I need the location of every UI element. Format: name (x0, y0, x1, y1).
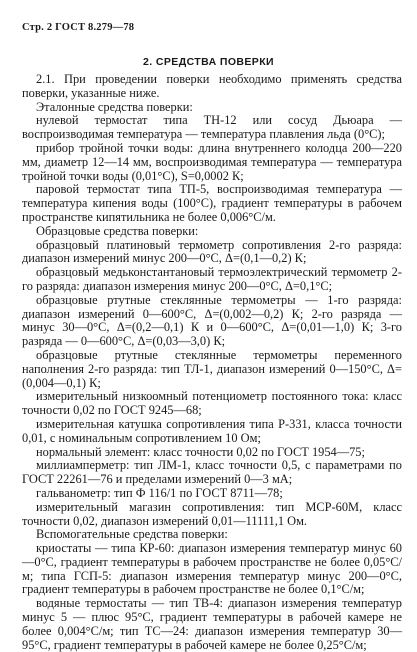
paragraph: нормальный элемент: класс точности 0,02 по ГОСТ 1954—75; (36, 444, 365, 459)
paragraph: образцовые ртутные стеклянные термометры переменного наполнения 2-го разряда: тип ТЛ-1, диапазон измерений 0—150°С, Δ=(0,004—0,1) К; (22, 347, 402, 390)
paragraph: Вспомогательные средства поверки: (36, 527, 228, 542)
paragraph: водяные термостаты — тип ТВ-4: диапазон измерения температур минус 5 — плюс 95°С, градиент температуры в рабочей камере не более 0,004°С/м; тип ТС—24: диапазон измерения температур 30—95°С, градиент температуры в рабочей камере не более 0,25°С/м; (22, 596, 402, 652)
paragraph: образцовый платиновый термометр сопротивления 2-го разряда: диапазон измерений минус 200—0°С, Δ=(0,1—0,2) К; (22, 237, 402, 266)
paragraph: образцовый медьконстантановый термоэлектрический термометр 2-го разряда: диапазон измерения минус 200—0°С, Δ=0,1°С; (22, 265, 402, 293)
paragraph: паровой термостат типа ТП-5, воспроизводимая температура — температура кипения воды (100°С), градиент температуры в рабочем пространстве кипятильника не более 0,006°С/м. (22, 182, 402, 224)
paragraph: прибор тройной точки воды: длина внутреннего колодца 200—220 мм, диаметр 12—14 мм, воспроизводимая температура — температура тройной точки воды (0,01°С), S=0,0002 К; (22, 140, 402, 183)
paragraph: Образцовые средства поверки: (36, 223, 199, 238)
paragraph: измерительный магазин сопротивления: тип МСР-60М, класс точности 0,02, диапазон измерений 0,01—11111,1 Ом. (22, 499, 402, 528)
paragraph: Эталонные средства поверки: (36, 99, 193, 114)
section-title: 2. СРЕДСТВА ПОВЕРКИ (143, 56, 274, 68)
paragraph: миллиамперметр: тип ЛМ-1, класс точности 0,5, с параметрами по ГОСТ 22261—76 и пределами измерений 0—3 мА; (22, 458, 402, 487)
paragraph: нулевой термостат типа ТН-12 или сосуд Дьюара — воспроизводимая температура — температура плавления льда (0°С); (22, 113, 402, 142)
document-body (22, 73, 402, 652)
paragraph: криостаты — типа КР-60: диапазон измерения температур минус 60—0°С, градиент температуры в рабочем пространстве не более 0,05°С/м; типа ГСП-5: диапазон измерения температур минус 200—0°С, градиент температуры в рабочем пространстве не более 0,1°С/м; (22, 541, 402, 597)
paragraph: измерительная катушка сопротивления типа Р-331, класса точности 0,01, с номинальным сопротивлением 10 Ом; (22, 416, 402, 445)
paragraph: гальванометр: тип Ф 116/1 по ГОСТ 8711—78; (36, 485, 283, 500)
paragraph: 2.1. При проведении поверки необходимо применять средства поверки, указанные ниже. (22, 72, 402, 100)
paragraph: измерительный низкоомный потенциометр постоянного тока: класс точности 0,02 по ГОСТ 9245—68; (22, 389, 402, 418)
paragraph: образцовые ртутные стеклянные термометры — 1-го разряда: диапазон измерений 0—600°С, Δ=(0,002—0,2) К; 2-го разряда — минус 30—0°С, Δ=(0,2—0,1) К и 0—600°С, Δ=(0,01—1,0) К; 3-го разряда — 0—600°С, Δ=(0,03—3,0) К; (22, 292, 402, 349)
page-header: Стр. 2 ГОСТ 8.279—78 (22, 22, 135, 33)
